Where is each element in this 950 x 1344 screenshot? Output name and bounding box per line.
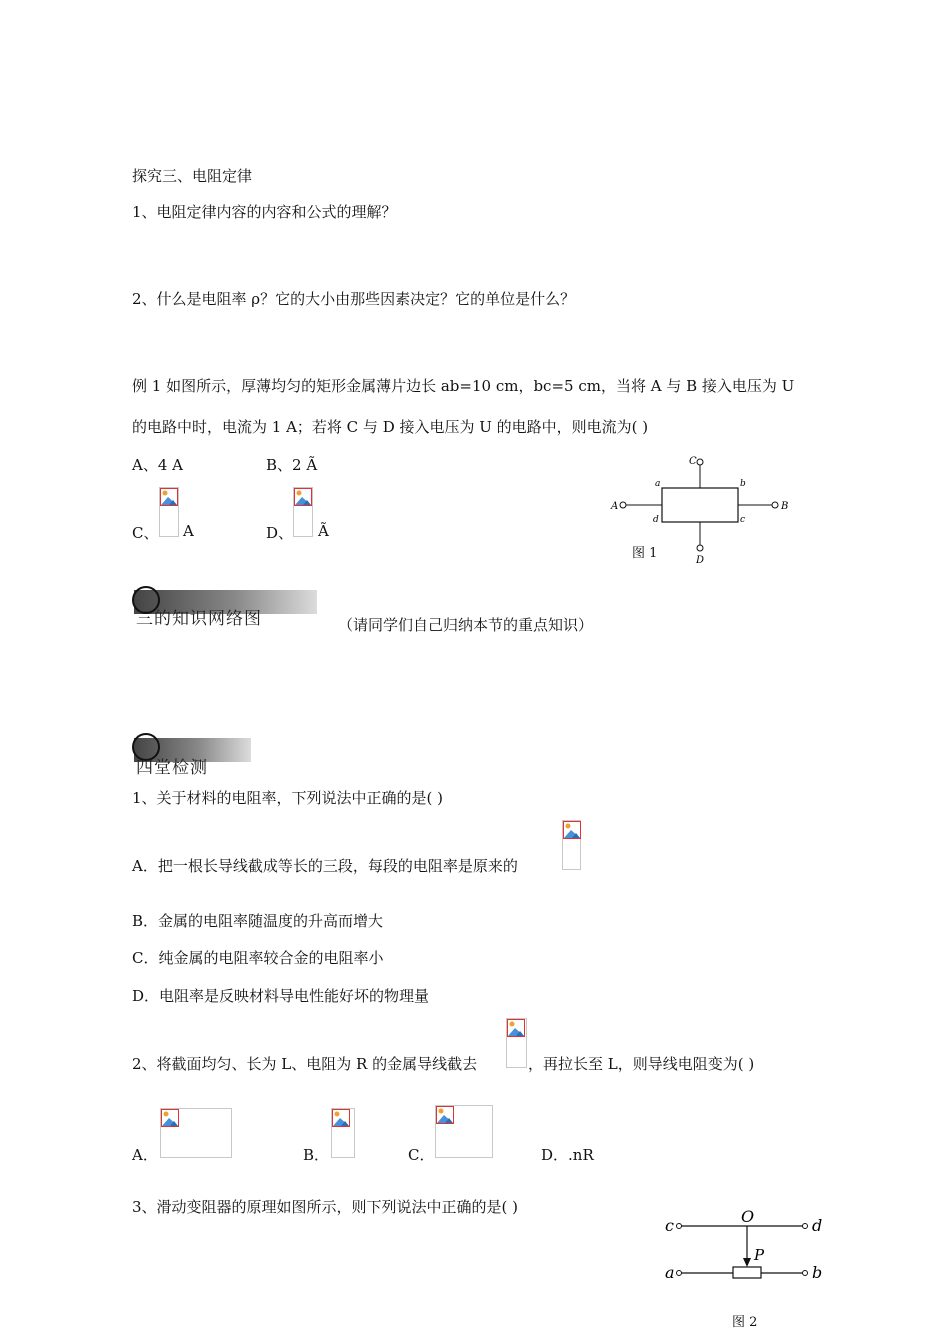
network-title: 三的知识网络图 [136,609,262,629]
check-q2-stem-after: ，再拉长至 L，则导线电阻变为( ) [528,1055,755,1073]
example-1-line-1: 例 1 如图所示，厚薄均匀的矩形金属薄片边长 ab=10 cm，bc=5 cm，当将 A 与 B 接入电压为 U [132,377,795,395]
label-b: b [812,1263,823,1282]
slider-arrow-icon [743,1258,751,1267]
terminal-b [772,502,778,508]
terminal-a [620,502,626,508]
check-title: 四堂检测 [136,758,208,778]
label-big-c: C [689,456,697,467]
label-a: a [655,479,661,489]
check-q2-stem-before: 2、将截面均匀、长为 L、电阻为 R 的金属导线截去 [132,1055,478,1073]
figure-1-caption: 图 1 [632,546,658,561]
question-2: 2、什么是电阻率 ρ？它的大小由那些因素决定？它的单位是什么？ [132,290,576,308]
broken-image-icon [562,820,581,870]
example-option-c-suffix: A [183,522,194,540]
label-a: a [665,1263,675,1282]
image-placeholder-icon [563,821,581,839]
terminal-c [677,1224,682,1229]
label-o: O [741,1207,755,1226]
metal-sheet [662,488,738,522]
broken-image-icon [435,1105,493,1158]
image-placeholder-icon [332,1109,350,1127]
check-q1-option-c: C．纯金属的电阻率较合金的电阻率小 [132,949,384,967]
check-q2-option-a: A． [132,1146,158,1164]
terminal-c [697,459,703,465]
example-option-d-prefix: D、 [266,524,294,542]
question-1: 1、电阻定律内容的内容和公式的理解？ [132,203,397,221]
network-hint: （请同学们自己归纳本节的重点知识） [338,616,594,634]
check-q2-option-b: B． [303,1146,330,1164]
example-option-b: B、2 Ã [266,456,318,474]
label-big-d: D [696,555,705,566]
image-placeholder-icon [161,1109,179,1127]
figure-2-diagram [655,1200,835,1295]
example-1-line-2: 的电路中时，电流为 1 A；若将 C 与 D 接入电压为 U 的电路中，则电流为( ) [132,418,649,436]
image-placeholder-icon [294,488,312,506]
example-option-c-prefix: C、 [132,524,159,542]
example-option-d-suffix: Ã [318,522,329,540]
check-q3-stem: 3、滑动变阻器的原理如图所示，则下列说法中正确的是( ) [132,1198,519,1216]
check-q2-option-d: D．.nR [541,1146,594,1164]
image-placeholder-icon [436,1106,454,1124]
check-q1-option-a: A．把一根长导线截成等长的三段，每段的电阻率是原来的 [132,857,518,875]
terminal-b [803,1271,808,1276]
figure-2-caption: 图 2 [732,1315,758,1330]
section-title: 探究三、电阻定律 [132,167,253,185]
example-option-a: A、4 A [132,456,183,474]
check-q1-option-d: D．电阻率是反映材料导电性能好坏的物理量 [132,987,430,1005]
terminal-d [697,545,703,551]
check-q1-stem: 1、关于材料的电阻率，下列说法中正确的是( ) [132,789,444,807]
broken-image-icon [160,1108,232,1158]
resistor [733,1267,761,1278]
label-big-a: A [611,501,619,512]
broken-image-icon [293,487,313,537]
image-placeholder-icon [160,488,178,506]
label-d: d [812,1216,823,1235]
terminal-d [803,1224,808,1229]
broken-image-icon [159,487,179,537]
terminal-a [677,1271,682,1276]
label-c: c [665,1216,674,1235]
check-q1-option-b: B．金属的电阻率随温度的升高而增大 [132,912,384,930]
broken-image-icon [506,1018,527,1068]
check-q2-option-c: C． [408,1146,435,1164]
broken-image-icon [331,1108,355,1158]
label-c: c [740,515,746,525]
label-big-b: B [781,501,789,512]
label-b: b [740,479,746,489]
image-placeholder-icon [507,1019,525,1037]
label-p: P [754,1246,765,1264]
label-d: d [653,515,659,525]
